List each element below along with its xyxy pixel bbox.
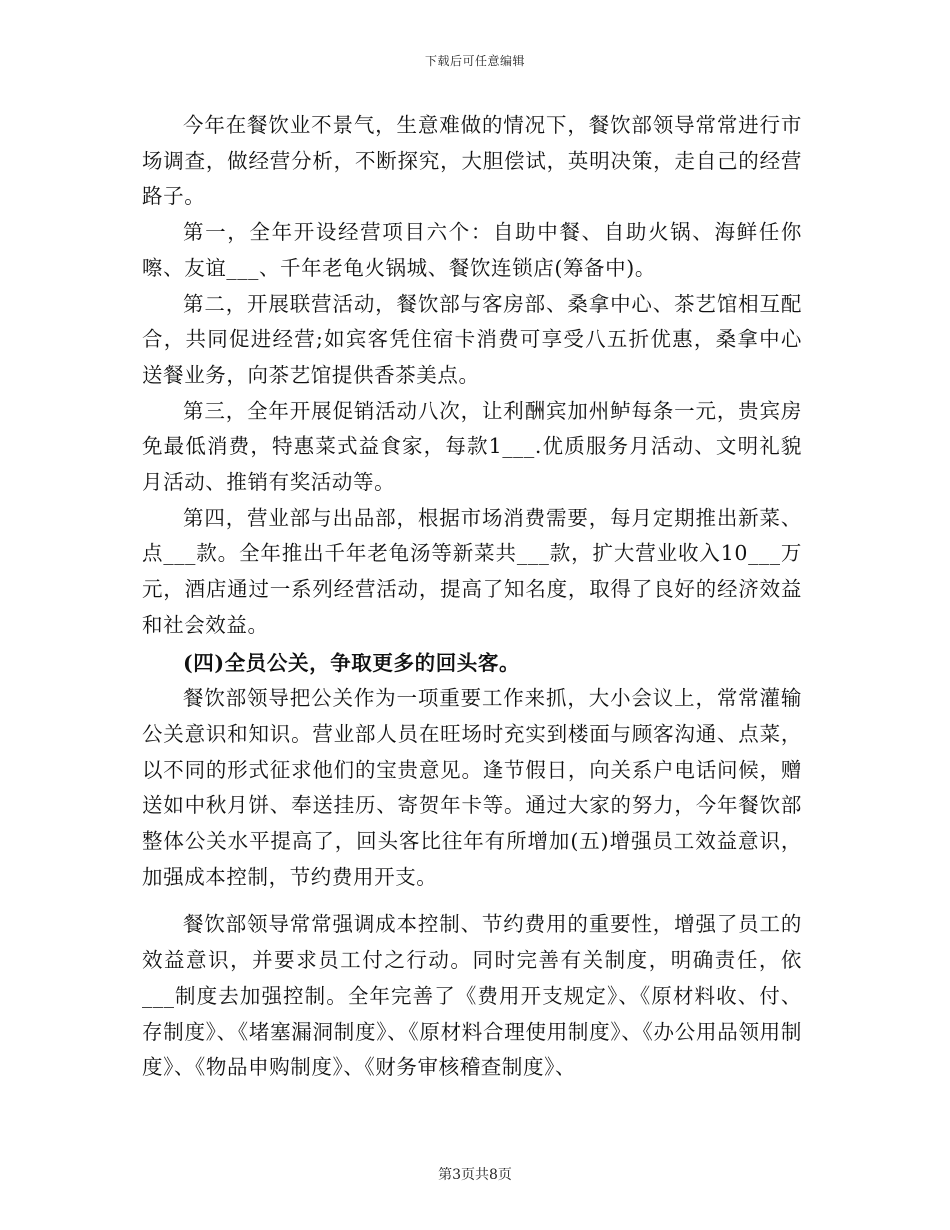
paragraph-intro: 今年在餐饮业不景气，生意难做的情况下，餐饮部领导常常进行市场调查，做经营分析，不断探究，大胆偿试，英明决策，走自己的经营路子。: [142, 113, 802, 209]
section-heading-public-relations: (四)全员公关，争取更多的回头客。: [183, 650, 521, 675]
paragraph-cost-control: 餐饮部领导常常强调成本控制、节约费用的重要性，增强了员工的效益意识，并要求员工付之行动。同时完善有关制度，明确责任，依___制度去加强控制。全年完善了《费用开支规定》、《原材料收、付、存制度》、《堵塞漏洞制度》、《原材料合理使用制度》、《办公用品领用制度》、《物品申购制度》、《财务审核稽查制度》、: [142, 912, 802, 1080]
document-body: [142, 108, 802, 1086]
paragraph-point-1: 第一，全年开设经营项目六个：自助中餐、自助火锅、海鲜任你嚓、友谊___、千年老龟火锅城、餐饮连锁店(筹备中)。: [142, 220, 802, 280]
paragraph-point-3: 第三，全年开展促销活动八次，让利酬宾加州鲈每条一元，贵宾房免最低消费，特惠菜式益食家，每款1___.优质服务月活动、文明礼貌月活动、推销有奖活动等。: [142, 398, 802, 495]
paragraph-point-4: 第四，营业部与出品部，根据市场消费需要，每月定期推出新菜、点___款。全年推出千年老龟汤等新菜共___款，扩大营业收入10___万元，酒店通过一系列经营活动，提高了知名度，取得了良好的经济效益和社会效益。: [142, 505, 802, 637]
paragraph-public-relations: 餐饮部领导把公关作为一项重要工作来抓，大小会议上，常常灌输公关意识和知识。营业部人员在旺场时充实到楼面与顾客沟通、点菜，以不同的形式征求他们的宝贵意见。逢节假日，向关系户电话问候，赠送如中秋月饼、奉送挂历、寄贺年卡等。通过大家的努力，今年餐饮部整体公关水平提高了，回头客比往年有所增加(五)增强员工效益意识，加强成本控制，节约费用开支。: [142, 686, 802, 889]
paragraph-point-2: 第二，开展联营活动，餐饮部与客房部、桑拿中心、茶艺馆相互配合，共同促进经营;如宾客凭住宿卡消费可享受八五折优惠，桑拿中心送餐业务，向茶艺馆提供香茶美点。: [142, 291, 802, 387]
page-number: 第3页共8页: [438, 1167, 512, 1183]
page-header: 下载后可任意编辑: [424, 54, 525, 68]
